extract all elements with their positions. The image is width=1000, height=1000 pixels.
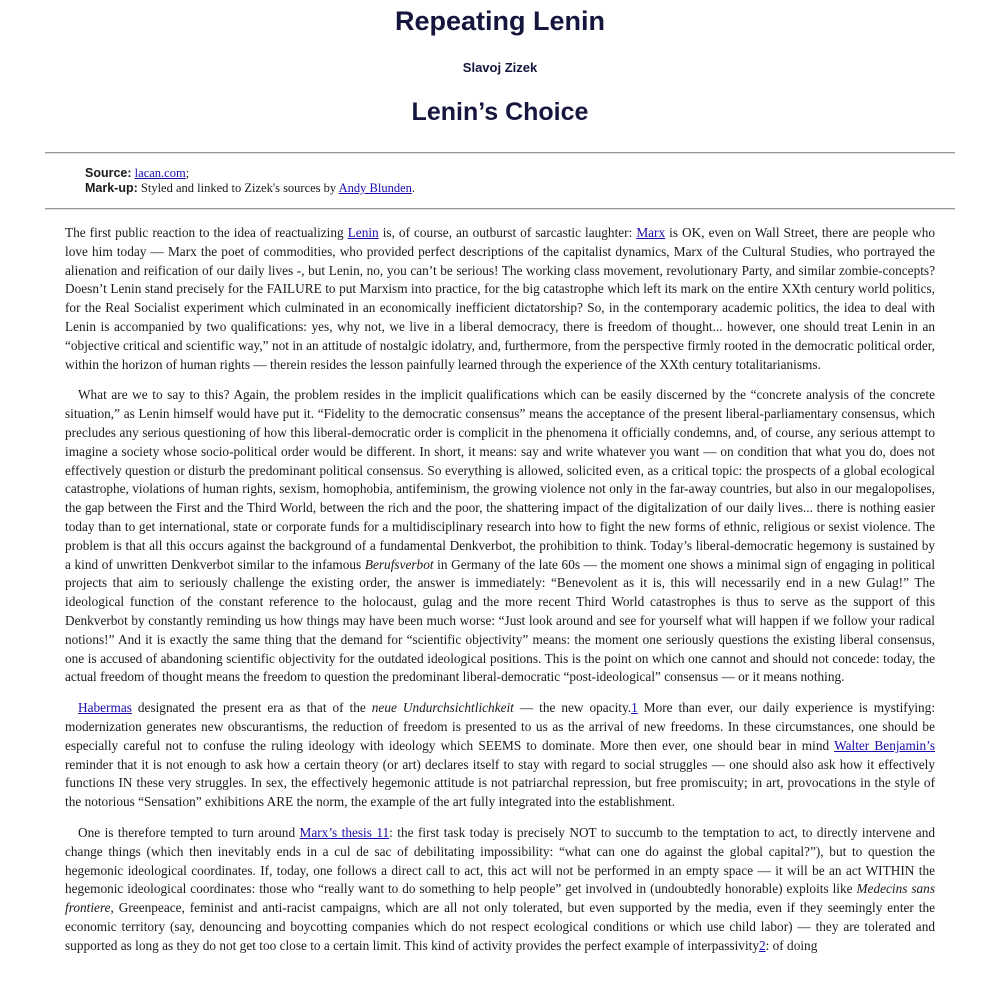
text: is, of course, an outburst of sarcastic laughter:: [382, 225, 633, 240]
text: One is therefore tempted to turn around: [78, 824, 296, 840]
markup-line: [85, 181, 1000, 196]
text: : of doing: [765, 937, 818, 953]
author-name: Slavoj Zizek: [462, 60, 538, 75]
chapter-title: Lenin’s Choice: [411, 98, 589, 126]
author-link[interactable]: Andy Blunden: [338, 181, 412, 195]
habermas-link[interactable]: Habermas: [78, 700, 132, 716]
source-link[interactable]: lacan.com: [134, 166, 186, 180]
emphasis: neue Undurchsichtlichkeit: [371, 700, 514, 716]
article-body: [0, 210, 1000, 955]
source-line: [85, 166, 1000, 181]
marx-link[interactable]: Marx: [636, 225, 666, 240]
text: More than ever, our daily experience is mystifying: modernization generates new obscurantisms, the reduction of freedom is presented to us as the arrival of new freedoms. In these circumstances, one should be especially careful not to confuse the ruling ideology with ideology which SEEMS to dominate. More then ever, one should bear in mind: [65, 700, 936, 753]
footnote-link-2[interactable]: 2: [758, 937, 766, 953]
text: in Germany of the late 60s — the moment one shows a minimal sign of engaging in political projects that aim to seriously challenge the existing order, the answer is immediately: “Benevolent as it is, this will necessarily end in a new Gulag!” The ideological function of the constant reference to the holocaust, gulag and the more recent Third World catastrophes is thus to serve as the support of this Denkverbot by constantly reminding us how things may have been much worse: “Just look around and see for yourself what will happen if we follow your radical notions!” And it is exactly the same thing that the demand for “scientific objectivity” means: the moment one seriously questions the existing liberal consensus, one is accused of abandoning scientific objectivity for the outdated ideological positions. This is the point on which one cannot and should not concede: today, the actual freedom of thought means the freedom to question the predominant liberal-democratic “post-ideological” consensus — or it means nothing.: [65, 556, 936, 685]
text: What are we to say to this? Again, the problem resides in the implicit qualifications which can be easily discerned by the “concrete analysis of the concrete situation,” as Lenin himself would have put it. “Fidelity to the democratic consensus” means the acceptance of the present liberal-parliamentary consensus, which precludes any serious questioning of how this liberal-democratic order is complicit in the phenomena it officially condemns, and, of course, any serious attempt to imagine a society whose socio-political order would be different. In short, it means: say and write whatever you want — on condition that what you do, does not effectively question or disturb the predominant political consensus. So everything is allowed, solicited even, as a critical topic: the prospects of a global ecological catastrophe, violations of human rights, sexism, homophobia, antifeminism, the growing violence not only in the far-away countries, but also in our megalopolises, the gap between the First and the Third World, between the rich and the poor, the shattering impact of the digitalization of our daily lives... there is nothing easier today than to get international, state or corporate funds for a multidisciplinary research into how to fight the new forms of ethnic, religious or sexist violence. The problem is that all this occurs against the background of a fundamental Denkverbot, the prohibition to think. Today’s liberal-democratic hegemony is sustained by a kind of unwritten Denkverbot similar to the infamous: [65, 387, 935, 572]
markup-label: Mark-up:: [85, 181, 138, 195]
thesis-11-link[interactable]: Marx’s thesis 11: [299, 824, 390, 840]
text: , Greenpeace, feminist and anti-racist campaigns, which are all not only tolerated, but even supported by the media, even if they seemingly enter the economic territory (say, denouncing and boycotting companies which do not respect ecological conditions or which use child labor) — they are tolerated and supported as long as they do not get too close to a certain limit. This kind of activity provides the perfect example of interpassivity: [65, 900, 935, 953]
paragraph-3: [65, 699, 935, 812]
text: The first public reaction to the idea of reactualizing: [65, 225, 344, 240]
text: is OK, even on Wall Street, there are people who love him today — Marx the poet of commodities, who provided perfect descriptions of the capitalist dynamics, Marx of the Cultural Studies, who portrayed the alienation and reification of our daily lives -, but Lenin, no, you can’t be serious! The working class movement, revolutionary Party, and similar zombie-concepts? Doesn’t Lenin stand precisely for the FAILURE to put Marxism into practice, for the big catastrophe which left its mark on the entire XXth century world politics, for the Real Socialist experiment which culminated in an economically inefficient dictatorship? So, in the contemporary academic politics, the idea to deal with Lenin is accompanied by two qualifications: yes, why not, we live in a liberal democracy, there is freedom of thought... however, one should treat Lenin in an “objective critical and scientific way,” not in an attitude of nostalgic idolatry, and, furthermore, from the perspective firmly rooted in the democratic political order, within the horizon of human rights — therein resides the lesson painfully learned through the experience of the XXth century totalitarianisms.: [65, 225, 936, 372]
emphasis: Medecins sans frontiere: [65, 881, 936, 916]
text: designated the present era as that of the: [137, 700, 366, 716]
emphasis: Berufsverbot: [364, 556, 434, 572]
source-after: ;: [185, 166, 190, 180]
page-title: Repeating Lenin: [394, 6, 605, 36]
source-info: [0, 154, 1000, 208]
paragraph-4: [65, 824, 935, 956]
paragraph-1: [65, 224, 935, 374]
text: — the new opacity.: [519, 700, 632, 716]
source-label: Source:: [85, 166, 132, 180]
lenin-link[interactable]: Lenin: [347, 225, 379, 240]
text: : the first task today is precisely NOT to succumb to the temptation to act, to directly intervene and change things (which then inevitably ends in a cul de sac of debilitating impossibility: “what can one do against the global capital?”), but to question the hegemonic ideological coordinates. If, today, one follows a direct call to act, this act will not be performed in an empty space — it will be an act WITHIN the hegemonic ideological coordinates: those who “really want to do something to help people” get involved in (undoubtedly honorable) exploits like: [65, 824, 935, 897]
text: reminder that it is not enough to ask how a certain theory (or art) declares itself to stay with regard to social struggles — one should also ask how it effectively functions IN these very struggles. In sex, the effectively hegemonic attitude is not patriarchal repression, but free promiscuity; in art, provocations in the style of the notorious “Sensation” exhibitions ARE the norm, the example of the art fully integrated into the establishment.: [65, 756, 935, 810]
markup-text: Styled and linked to Zizek's sources by: [140, 181, 337, 195]
footnote-link-1[interactable]: 1: [631, 700, 638, 716]
paragraph-2: [65, 386, 935, 687]
markup-after: .: [411, 181, 416, 195]
benjamin-link[interactable]: Walter Benjamin’s: [834, 737, 936, 753]
